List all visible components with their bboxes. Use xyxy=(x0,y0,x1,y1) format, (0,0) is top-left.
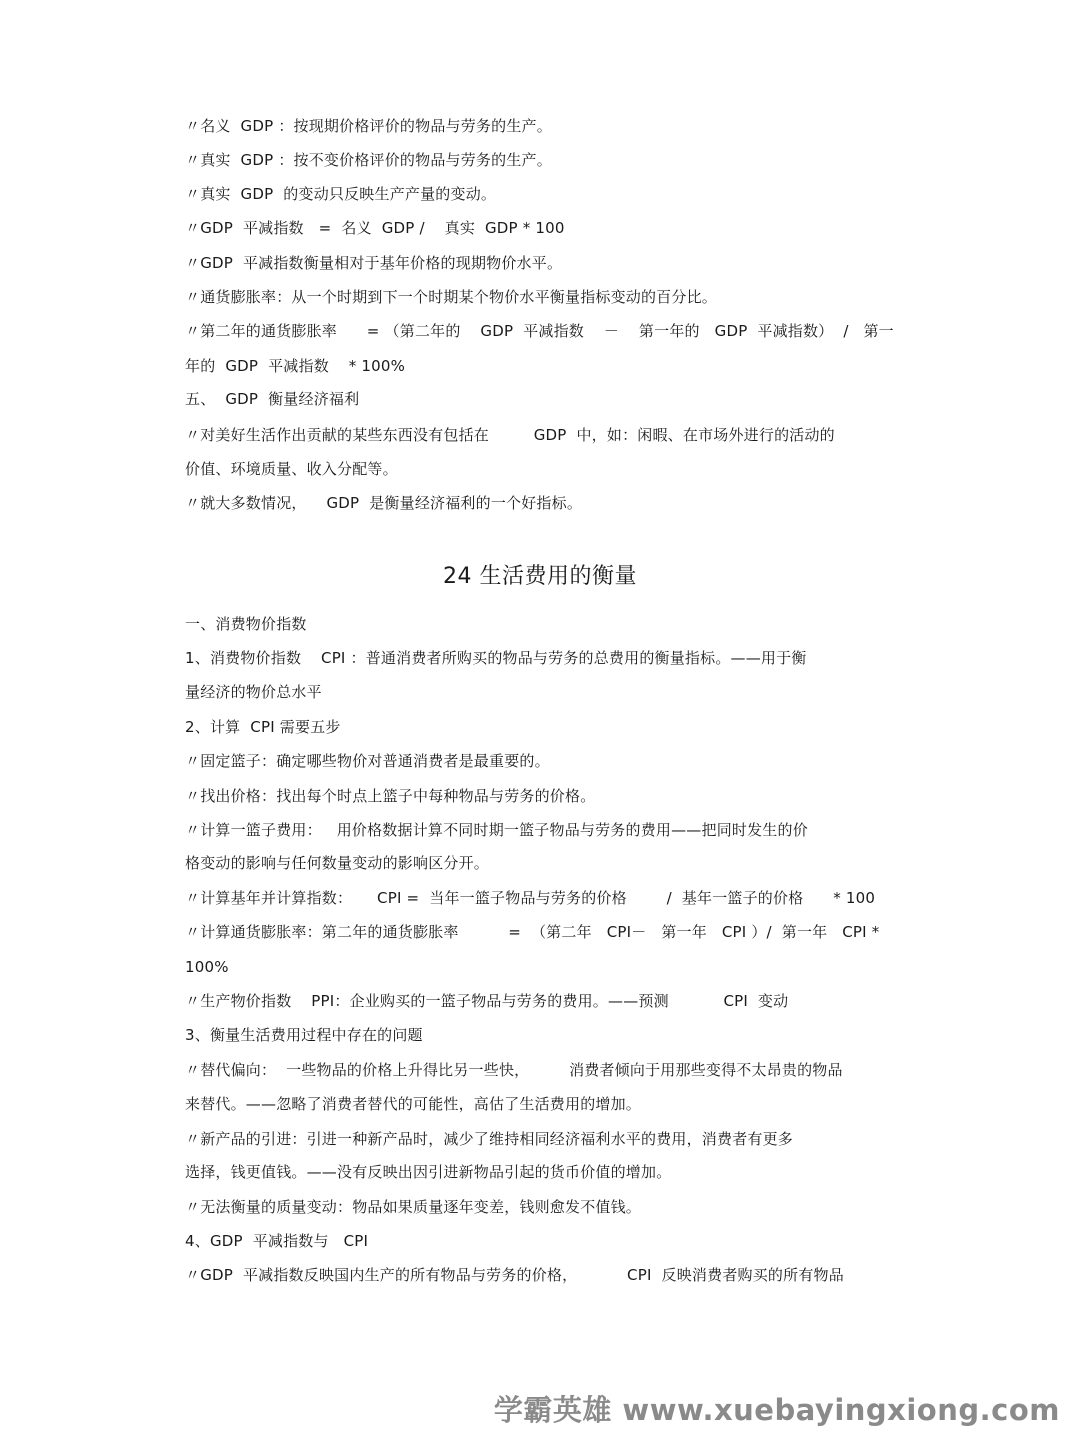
text-line: 〃计算通货膨胀率：第二年的通货膨胀率 = （第二年 CPI－ 第一年 CPI ）/ 第一年 CPI * xyxy=(185,923,880,941)
text-line: 〃通货膨胀率：从一个时期到下一个时期某个物价水平衡量指标变动的百分比。 xyxy=(185,288,718,306)
section-heading: 五、 GDP 衡量经济福利 xyxy=(185,390,360,408)
text-line: 来替代。——忽略了消费者替代的可能性，高估了生活费用的增加。 xyxy=(185,1095,642,1113)
text-line: 〃真实 GDP ：按不变价格评价的物品与劳务的生产。 xyxy=(185,151,552,169)
text-line: 量经济的物价总水平 xyxy=(185,683,322,701)
text-line: 〃计算基年并计算指数： CPI = 当年一篮子物品与劳务的价格 / 基年一篮子的价格 * 100 xyxy=(185,889,876,907)
text-line: 〃找出价格：找出每个时点上篮子中每种物品与劳务的价格。 xyxy=(185,787,596,805)
text-line: 选择，钱更值钱。——没有反映出因引进新物品引起的货币价值的增加。 xyxy=(185,1163,672,1181)
text-line: 〃第二年的通货膨胀率 = （第二年的 GDP 平减指数 － 第一年的 GDP 平减指数） / 第一 xyxy=(185,322,894,340)
text-line: 〃无法衡量的质量变动：物品如果质量逐年变差，钱则愈发不值钱。 xyxy=(185,1198,642,1216)
text-line: 价值、环境质量、收入分配等。 xyxy=(185,460,398,478)
text-line: 〃GDP 平减指数反映国内生产的所有物品与劳务的价格， CPI 反映消费者购买的所有物品 xyxy=(185,1266,844,1284)
chapter-title: 24 生活费用的衡量 xyxy=(443,564,637,589)
section-heading: 4、GDP 平减指数与 CPI xyxy=(185,1232,369,1250)
text-line: 〃真实 GDP 的变动只反映生产产量的变动。 xyxy=(185,185,497,203)
text-line: 〃对美好生活作出贡献的某些东西没有包括在 GDP 中，如：闲暇、在市场外进行的活动的 xyxy=(185,426,835,444)
text-line: 2、计算 CPI 需要五步 xyxy=(185,718,341,736)
section-heading: 3、衡量生活费用过程中存在的问题 xyxy=(185,1026,423,1044)
text-line: 〃新产品的引进：引进一种新产品时，减少了维持相同经济福利水平的费用，消费者有更多 xyxy=(185,1130,794,1148)
text-line: 〃生产物价指数 PPI：企业购买的一篮子物品与劳务的费用。——预测 CPI 变动 xyxy=(185,992,789,1010)
section-heading: 一、消费物价指数 xyxy=(185,615,307,633)
text-line: 〃名义 GDP ：按现期价格评价的物品与劳务的生产。 xyxy=(185,117,552,135)
text-line: 〃计算一篮子费用： 用价格数据计算不同时期一篮子物品与劳务的费用——把同时发生的价 xyxy=(185,821,808,839)
text-line: 100% xyxy=(185,958,229,976)
text-line: 〃GDP 平减指数 = 名义 GDP / 真实 GDP * 100 xyxy=(185,219,565,237)
text-line: 1、消费物价指数 CPI ：普通消费者所购买的物品与劳务的总费用的衡量指标。——用于衡 xyxy=(185,649,807,667)
text-line: 格变动的影响与任何数量变动的影响区分开。 xyxy=(185,854,490,872)
text-line: 〃替代偏向： 一些物品的价格上升得比另一些快， 消费者倾向于用那些变得不太昂贵的物品 xyxy=(185,1061,843,1079)
text-line: 〃GDP 平减指数衡量相对于基年价格的现期物价水平。 xyxy=(185,254,563,272)
text-line: 〃固定篮子：确定哪些物价对普通消费者是最重要的。 xyxy=(185,752,550,770)
watermark: 学霸英雄 www.xuebayingxiong.com xyxy=(493,1393,1060,1427)
text-line: 年的 GDP 平减指数 * 100% xyxy=(185,357,406,375)
text-line: 〃就大多数情况， GDP 是衡量经济福利的一个好指标。 xyxy=(185,494,583,512)
